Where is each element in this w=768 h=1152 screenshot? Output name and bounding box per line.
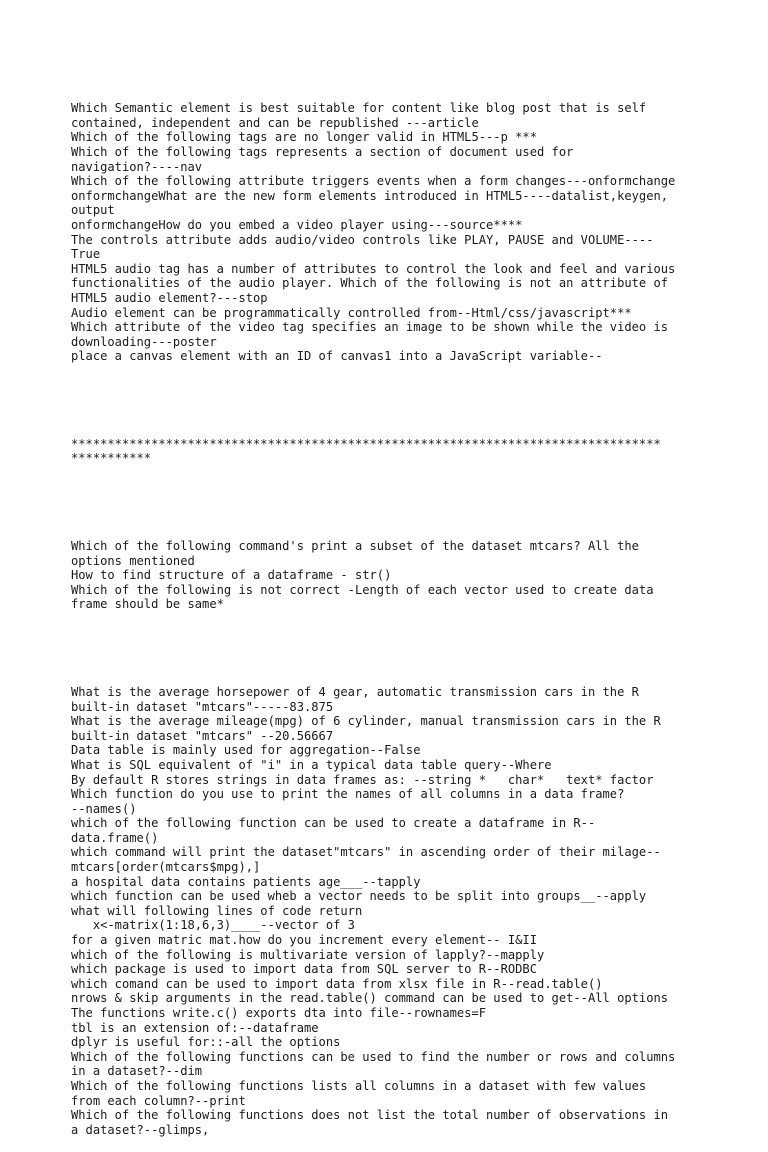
text-line: for a given matric mat.how do you increment every element-- I&II bbox=[71, 933, 537, 948]
text-line: tbl is an extension of:--dataframe bbox=[71, 1020, 319, 1035]
text-line: which function can be used wheb a vector needs to be split into groups__--apply bbox=[71, 889, 647, 904]
text-line: What is the average horsepower of 4 gear, automatic transmission cars in the R bbox=[71, 684, 639, 699]
document-page bbox=[71, 72, 761, 1152]
text-line: How to find structure of a dataframe - str() bbox=[71, 568, 392, 583]
text-line: By default R stores strings in data frames as: --string * char* text* factor bbox=[71, 772, 654, 787]
text-line: which of the following function can be used to create a dataframe in R-- bbox=[71, 816, 596, 831]
text-line: Which of the following functions does not list the total number of observations in bbox=[71, 1108, 669, 1123]
text-line: *********** bbox=[71, 451, 152, 466]
text-line: Which of the following tags represents a section of document used for bbox=[71, 144, 574, 159]
text-line: The controls attribute adds audio/video controls like PLAY, PAUSE and VOLUME---- bbox=[71, 232, 654, 247]
text-line: The functions write.c() exports dta into file--rownames=F bbox=[71, 1006, 487, 1020]
text-line: output bbox=[71, 203, 115, 218]
text-line: which command will print the dataset"mtcars" in ascending order of their milage-- bbox=[71, 845, 661, 860]
text-line: ********************************************************************************* bbox=[71, 436, 661, 451]
blank-line bbox=[71, 495, 761, 510]
text-line: navigation?----nav bbox=[71, 159, 203, 174]
text-line: Which of the following is not correct -Length of each vector used to create data bbox=[71, 582, 654, 597]
section-r-mtcars-questions bbox=[71, 685, 761, 1137]
text-line: Which of the following command's print a subset of the dataset mtcars? All the bbox=[71, 539, 639, 553]
text-line: options mentioned bbox=[71, 553, 195, 568]
text-line: HTML5 audio tag has a number of attributes to control the look and feel and various bbox=[71, 261, 676, 276]
section-html5-questions bbox=[71, 101, 761, 364]
text-line: --names() bbox=[71, 801, 137, 816]
text-line: What is the average mileage(mpg) of 6 cylinder, manual transmission cars in the R bbox=[71, 714, 661, 729]
text-line: what will following lines of code return bbox=[71, 903, 363, 918]
text-line: which comand can be used to import data from xlsx file in R--read.table() bbox=[71, 976, 603, 991]
text-line: place a canvas element with an ID of canvas1 into a JavaScript variable-- bbox=[71, 349, 603, 364]
text-line: Which of the following tags are no longer valid in HTML5---p *** bbox=[71, 130, 537, 145]
text-line: Which of the following functions lists all columns in a dataset with few values bbox=[71, 1078, 647, 1093]
text-line: contained, independent and can be republished ---article bbox=[71, 115, 479, 130]
text-line: which package is used to import data from SQL server to R--RODBC bbox=[71, 962, 537, 977]
text-line: Which Semantic element is best suitable for content like blog post that is self bbox=[71, 101, 647, 116]
text-line: from each column?--print bbox=[71, 1093, 246, 1108]
text-line: Which function do you use to print the names of all columns in a data frame? bbox=[71, 787, 625, 802]
text-line: True bbox=[71, 247, 101, 262]
text-line: downloading---poster bbox=[71, 334, 217, 349]
text-line: What is SQL equivalent of "i" in a typical data table query--Where bbox=[71, 757, 552, 772]
section-r-dataframe-questions bbox=[71, 539, 761, 612]
text-line: nrows & skip arguments in the read.table() command can be used to get--All options bbox=[71, 991, 669, 1006]
text-line: a hospital data contains patients age___--tapply bbox=[71, 874, 421, 889]
text-line: Which of the following attribute triggers events when a form changes---onformchange bbox=[71, 174, 676, 189]
text-line: Which of the following functions can be used to find the number or rows and columns bbox=[71, 1049, 676, 1064]
text-line: HTML5 audio element?---stop bbox=[71, 290, 268, 305]
blank-line bbox=[71, 641, 761, 656]
text-line: built-in dataset "mtcars" --20.56667 bbox=[71, 728, 334, 743]
text-line: built-in dataset "mtcars"-----83.875 bbox=[71, 699, 334, 714]
text-line: frame should be same* bbox=[71, 597, 224, 612]
text-line: mtcars[order(mtcars$mpg),] bbox=[71, 860, 261, 875]
text-line: Audio element can be programmatically controlled from--Html/css/javascript*** bbox=[71, 305, 632, 320]
text-line: in a dataset?--dim bbox=[71, 1064, 203, 1079]
blank-line bbox=[71, 393, 761, 408]
text-line: onformchangeHow do you embed a video player using---source**** bbox=[71, 217, 523, 232]
text-line: Data table is mainly used for aggregation--False bbox=[71, 743, 421, 758]
text-line: data.frame() bbox=[71, 830, 159, 845]
text-line: Which attribute of the video tag specifies an image to be shown while the video is bbox=[71, 320, 669, 335]
text-line: onformchangeWhat are the new form elements introduced in HTML5----datalist,keygen, bbox=[71, 188, 669, 203]
text-line: a dataset?--glimps, bbox=[71, 1122, 210, 1137]
text-line: x<-matrix(1:18,6,3)____--vector of 3 bbox=[71, 918, 355, 933]
text-line: which of the following is multivariate version of lapply?--mapply bbox=[71, 947, 545, 962]
separator-block bbox=[71, 437, 761, 466]
text-line: dplyr is useful for::-all the options bbox=[71, 1035, 341, 1050]
text-line: functionalities of the audio player. Which of the following is not an attribute of bbox=[71, 276, 669, 291]
